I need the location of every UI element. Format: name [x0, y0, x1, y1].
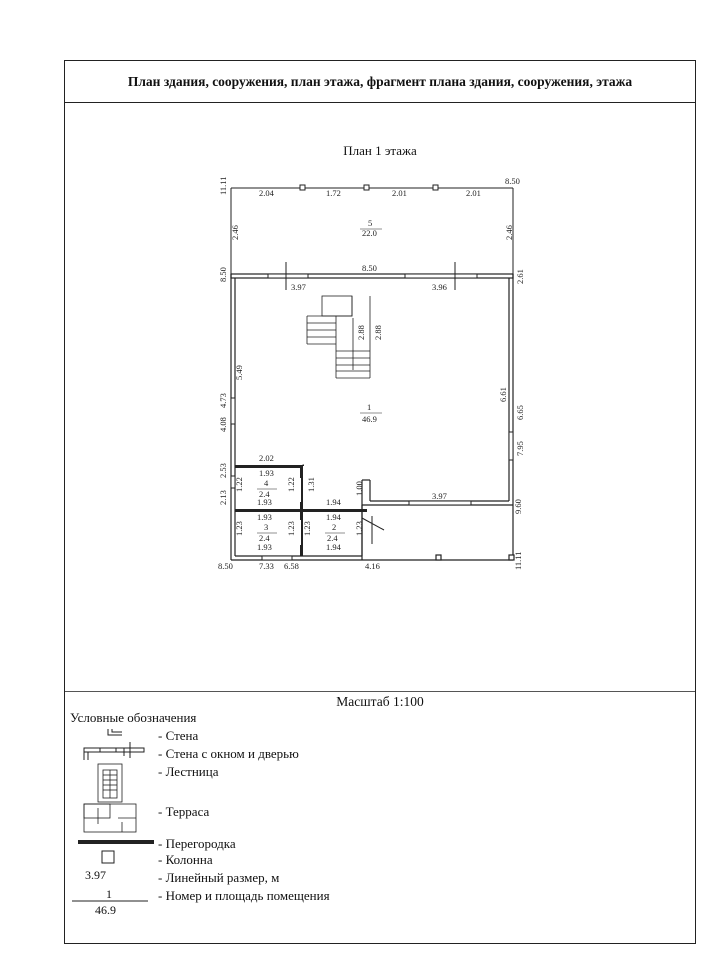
dim-label: 1.23: [354, 521, 364, 536]
legend-item-wall: - Стена: [158, 728, 199, 743]
dim-label: 2.53: [218, 463, 228, 478]
dim-label: 2.04: [259, 188, 274, 198]
dim-label: 7.95: [515, 441, 525, 456]
dim-label: 1.72: [326, 188, 341, 198]
scale-label: Масштаб 1:100: [336, 694, 424, 709]
dim-label: 11.11: [513, 551, 523, 570]
room-number: 4: [264, 478, 269, 488]
dim-label: 8.50: [218, 267, 228, 282]
terrace-icon: [84, 804, 136, 832]
dim-label: 1.93: [257, 542, 272, 552]
dim-label: 1.23: [302, 521, 312, 536]
dim-label: 3.97: [291, 282, 306, 292]
stairs-icon: [98, 764, 122, 802]
room-area: 22.0: [362, 228, 377, 238]
dim-label: 7.33: [259, 561, 274, 571]
dim-label: 6.61: [498, 387, 508, 402]
partition-icon: [78, 840, 154, 844]
partitions: [235, 465, 367, 556]
legend-item-wall-window-door: - Стена с окном и дверью: [158, 746, 299, 761]
room-area: 46.9: [362, 414, 377, 424]
room-area: 2.4: [259, 489, 270, 499]
dim-label: 1.31: [306, 477, 316, 492]
dim-label: 6.58: [284, 561, 299, 571]
dim-label: 2.01: [392, 188, 407, 198]
dim-label: 1.00: [354, 481, 364, 496]
dim-label: 2.46: [230, 225, 240, 240]
dim-label: 2.88: [373, 325, 383, 340]
sample-room-number: 1: [106, 887, 112, 901]
legend-item-terrace: - Терраса: [158, 804, 210, 819]
wall-icon: [108, 729, 122, 735]
sample-dimension: 3.97: [85, 868, 106, 882]
dim-label: 2.46: [504, 225, 514, 240]
dim-label: 11.11: [218, 176, 228, 195]
legend-symbols: [70, 726, 160, 906]
dim-label: 8.50: [362, 263, 377, 273]
dim-label: 6.65: [515, 405, 525, 420]
dim-label: 8.50: [218, 561, 233, 571]
legend-item-linear-dimension: - Линейный размер, м: [158, 870, 280, 885]
legend-item-room-number-area: - Номер и площадь помещения: [158, 888, 330, 903]
column-icon: [102, 851, 114, 863]
wall-window-door-icon: [84, 742, 144, 760]
dim-label: 1.22: [286, 477, 296, 492]
room-number: 2: [332, 522, 337, 532]
dim-label: 1.93: [259, 468, 274, 478]
legend-item-partition: - Перегородка: [158, 836, 236, 851]
dim-label: 3.96: [432, 282, 447, 292]
dim-label: 2.13: [218, 490, 228, 505]
dim-label: 2.61: [515, 269, 525, 284]
plan-title: План 1 этажа: [343, 143, 417, 158]
sample-room-area: 46.9: [95, 903, 116, 917]
dim-label: 1.23: [286, 521, 296, 536]
dim-label: 1.23: [234, 521, 244, 536]
document-title: План здания, сооружения, план этажа, фрагмент плана здания, сооружения, этажа: [127, 73, 633, 89]
dim-label: 9.60: [513, 499, 523, 514]
dim-label: 1.94: [326, 512, 341, 522]
dim-label: 1.94: [326, 542, 341, 552]
dim-label: 1.94: [326, 497, 341, 507]
room-number: 3: [264, 522, 269, 532]
dim-label: 1.93: [257, 497, 272, 507]
legend-item-stairs: - Лестница: [158, 764, 219, 779]
dim-label: 4.16: [365, 561, 380, 571]
legend-item-column: - Колонна: [158, 852, 213, 867]
dim-label: 2.01: [466, 188, 481, 198]
dim-label: 5.49: [234, 365, 244, 380]
dim-label: 8.50: [505, 176, 520, 186]
legend-title: Условные обозначения: [70, 710, 197, 725]
dim-label: 4.08: [218, 417, 228, 432]
room-area: 2.4: [327, 533, 338, 543]
room-area: 2.4: [259, 533, 270, 543]
dim-label: 1.22: [234, 477, 244, 492]
dimension-labels: [218, 176, 525, 571]
windows: [231, 262, 513, 560]
dim-label: 3.97: [432, 491, 447, 501]
dim-label: 4.73: [218, 393, 228, 408]
dim-label: 2.88: [356, 325, 366, 340]
room-number: 5: [368, 218, 373, 228]
dim-label: 1.93: [257, 512, 272, 522]
room-number: 1: [367, 402, 372, 412]
dim-label: 2.02: [259, 453, 274, 463]
